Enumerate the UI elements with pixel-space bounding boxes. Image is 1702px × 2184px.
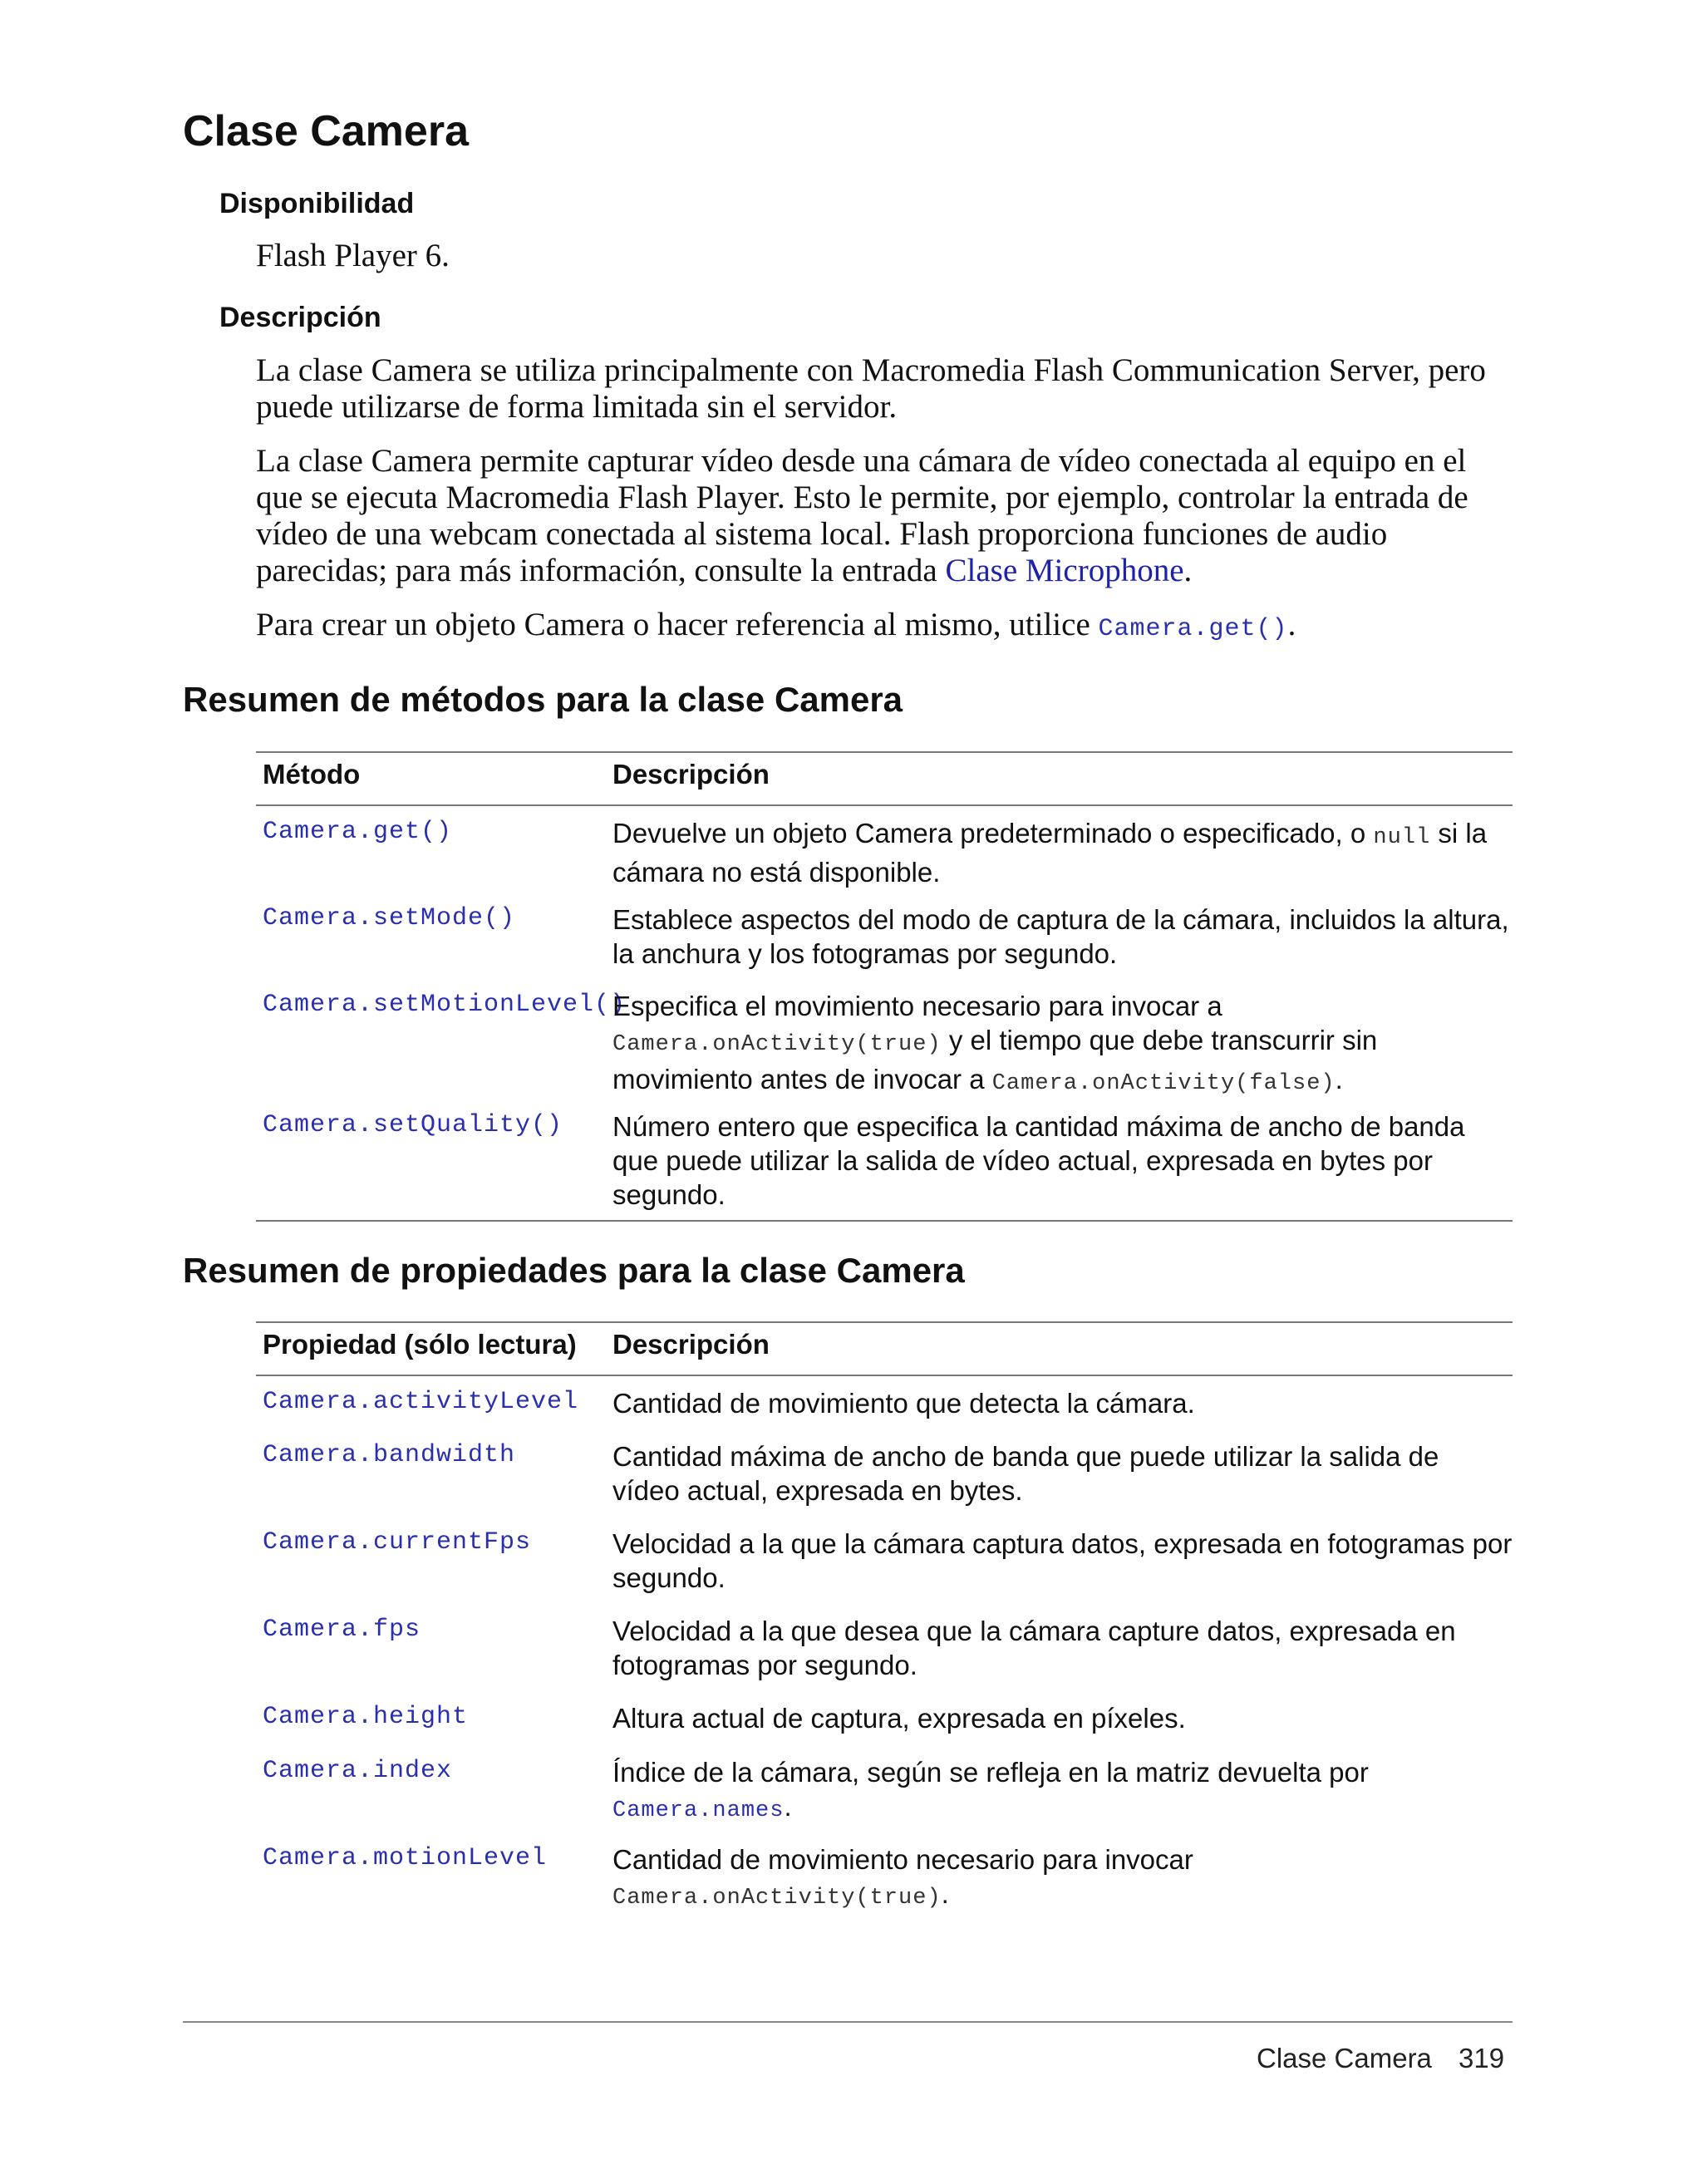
properties-header-rule xyxy=(256,1375,1513,1376)
method-description: Número entero que especifica la cantidad máxima de ancho de banda que puede utilizar la salida de vídeo actual, expresada en bytes por segundo. xyxy=(612,1111,1465,1210)
footer-section-title: Clase Camera xyxy=(1257,2043,1432,2073)
properties-table-top-rule xyxy=(256,1321,1513,1323)
property-name[interactable]: Camera.bandwidth xyxy=(263,1441,516,1469)
description-paragraph-2: La clase Camera permite capturar vídeo desde una cámara de vídeo conectada al equipo en el que se ejecuta Macromedia Flash Player. Esto le permite, por ejemplo, controlar la entrada de vídeo de una webcam conectada al sistema local. Flash proporciona funciones de audio parecidas; para más información, consulte la entrada Clase Microphone. xyxy=(256,443,1468,588)
property-name[interactable]: Camera.currentFps xyxy=(263,1528,532,1557)
availability-text: Flash Player 6. xyxy=(256,238,450,273)
footer-rule xyxy=(183,2021,1513,2023)
description-paragraph-1: La clase Camera se utiliza principalmente con Macromedia Flash Communication Server, pero puede utilizarse de forma limitada sin el servidor. xyxy=(256,352,1486,425)
properties-column-header-description: Descripción xyxy=(612,1329,770,1360)
property-description: Altura actual de captura, expresada en píxeles. xyxy=(612,1703,1186,1734)
method-name[interactable]: Camera.setQuality() xyxy=(263,1111,563,1139)
property-description: Cantidad de movimiento que detecta la cámara. xyxy=(612,1388,1195,1419)
property-name[interactable]: Camera.height xyxy=(263,1703,469,1731)
inline-code: Camera.onActivity(false) xyxy=(991,1071,1336,1096)
property-description: Velocidad a la que desea que la cámara capture datos, expresada en fotogramas por segundo. xyxy=(612,1616,1456,1680)
property-description: Cantidad de movimiento necesario para invocar Camera.onActivity(true). xyxy=(612,1844,1193,1911)
method-description: Establece aspectos del modo de captura de la cámara, incluidos la altura, la anchura y los fotogramas por segundo. xyxy=(612,904,1509,969)
properties-heading: Resumen de propiedades para la clase Camera xyxy=(183,1251,965,1290)
methods-column-header-description: Descripción xyxy=(612,759,770,789)
methods-table-bottom-rule xyxy=(256,1220,1513,1222)
property-name[interactable]: Camera.fps xyxy=(263,1616,421,1644)
description-heading: Descripción xyxy=(219,302,381,333)
inline-code: Camera.onActivity(true) xyxy=(612,1886,942,1911)
method-name[interactable]: Camera.setMode() xyxy=(263,904,516,932)
page-title: Clase Camera xyxy=(183,107,469,155)
properties-column-header-property: Propiedad (sólo lectura) xyxy=(263,1329,577,1360)
property-name[interactable]: Camera.activityLevel xyxy=(263,1388,579,1416)
methods-table-top-rule xyxy=(256,751,1513,753)
property-description: Índice de la cámara, según se refleja en la matriz devuelta por Camera.names. xyxy=(612,1757,1369,1823)
methods-column-header-method: Método xyxy=(263,759,361,789)
method-name[interactable]: Camera.setMotionLevel() xyxy=(263,991,627,1019)
property-description: Velocidad a la que la cámara captura datos, expresada en fotogramas por segundo. xyxy=(612,1528,1513,1593)
microphone-class-link[interactable]: Clase Microphone xyxy=(945,553,1184,588)
method-description: Especifica el movimiento necesario para invocar a Camera.onActivity(true) y el tiempo que debe transcurrir sin movimiento antes de invocar a Camera.onActivity(false). xyxy=(612,991,1378,1096)
property-name[interactable]: Camera.motionLevel xyxy=(263,1844,548,1872)
page-number: 319 xyxy=(1459,2043,1505,2073)
camera-names-link[interactable]: Camera.names xyxy=(612,1798,785,1823)
property-name[interactable]: Camera.index xyxy=(263,1757,453,1785)
methods-header-rule xyxy=(256,804,1513,806)
method-name[interactable]: Camera.get() xyxy=(263,818,453,846)
inline-code: Camera.onActivity(true) xyxy=(612,1032,942,1057)
camera-get-link[interactable]: Camera.get() xyxy=(1098,615,1288,643)
inline-code: null xyxy=(1373,825,1431,850)
description-paragraph-3: Para crear un objeto Camera o hacer referencia al mismo, utilice Camera.get(). xyxy=(256,607,1296,643)
property-description: Cantidad máxima de ancho de banda que puede utilizar la salida de vídeo actual, expresada en bytes. xyxy=(612,1441,1439,1506)
methods-heading: Resumen de métodos para la clase Camera xyxy=(183,680,903,719)
availability-heading: Disponibilidad xyxy=(219,188,415,219)
method-description: Devuelve un objeto Camera predeterminado o especificado, o null si la cámara no está disponible. xyxy=(612,818,1488,888)
